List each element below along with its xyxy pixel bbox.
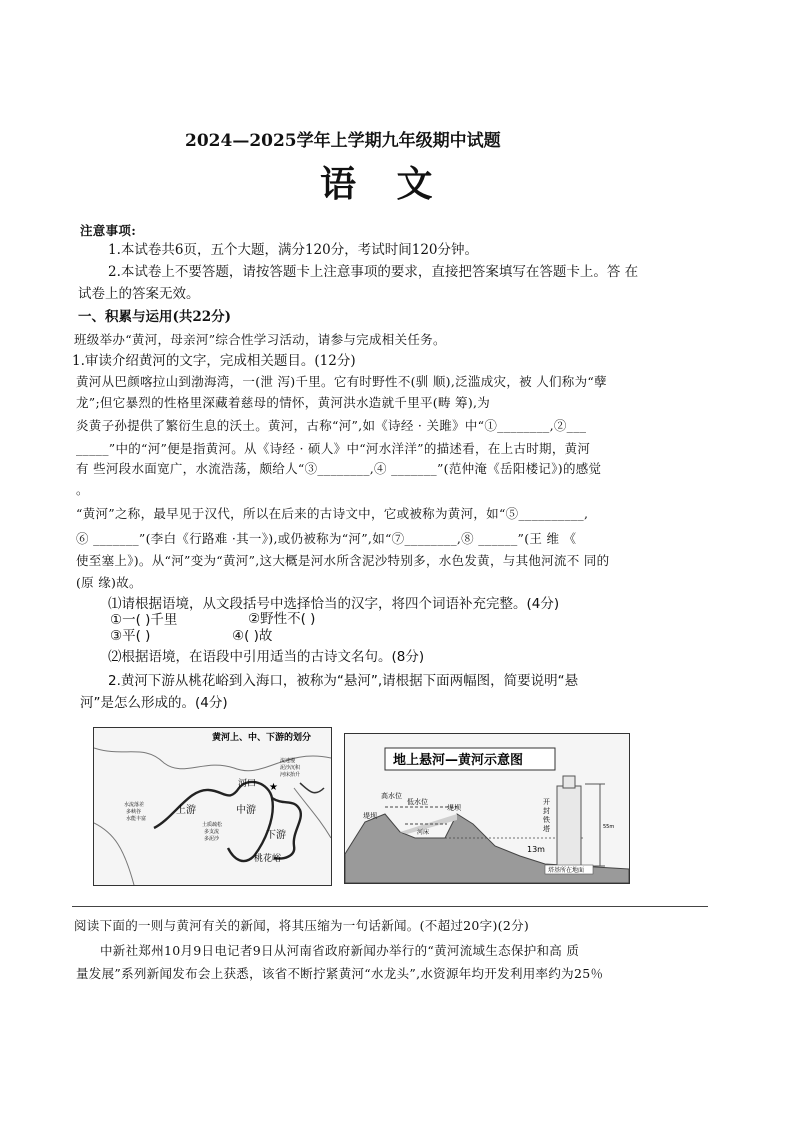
star-icon: ★ [269, 782, 278, 793]
fill-blank-3: ③平( ) [110, 628, 151, 644]
sub-question-1: ⑴请根据语境，从文段括号中选择恰当的汉字，将四个词语补充完整。(4分) [108, 596, 560, 612]
yellow-river-map-figure [93, 727, 332, 886]
map-note-lower: 流速慢 [280, 758, 296, 764]
label-dam-left: 堤坝 [363, 812, 377, 820]
map-label-taohuayu: 桃花峪 [254, 854, 282, 864]
fill-blank-2: ②野性不( ) [248, 611, 316, 627]
question-2-line2: 河”是怎么形成的。(4分) [80, 695, 228, 711]
label-high-water: 高水位 [381, 792, 402, 800]
tower-label: 塔 [543, 825, 550, 833]
notes-heading: 注意事项: [80, 223, 137, 238]
yellow-river-map-svg [94, 728, 331, 885]
label-13m: 13m [527, 845, 545, 854]
label-dam-right: 堤坝 [447, 804, 461, 812]
tower-label: 开 [543, 798, 550, 806]
map-label-upper: 上游 [176, 805, 196, 816]
passage-line: 使至塞上》)。从“河”变为“黄河”,这大概是河水所含泥沙特别多，水色发黄，与其他河流不 同的 [76, 553, 610, 568]
label-ground: 塔基所在地面 [548, 867, 585, 874]
passage-line: 黄河从巴颜喀拉山到渤海湾，一(泄 泻)千里。它有时野性不(驯 顺),泛滥成灾，被 人们称为“孽 [76, 374, 607, 389]
suspended-river-svg [345, 734, 629, 883]
map-label-middle: 中游 [236, 805, 256, 816]
map-note-middle: 多泥沙 [204, 836, 220, 842]
note-item-2: 2.本试卷上不要答题，请按答题卡上注意事项的要求，直接把答案填写在答题卡上。答 在 [108, 264, 639, 280]
passage-line: 龙”;但它暴烈的性格里深藏着慈母的情怀，黄河洪水造就千里平(畴 筹),为 [76, 395, 491, 410]
label-55m: 55m [603, 824, 615, 830]
label-riverbed: 河床 [417, 829, 430, 836]
map-note-middle: 土质疏松 [202, 822, 223, 828]
passage-line: 炎黄子孙提供了繁衍生息的沃土。黄河，古称“河”,如《诗经 · 关雎》中“①________,②___ [76, 418, 587, 433]
passage-line: ⑥ _______”(李白《行路难 ·其一》),或仍被称为“河”,如“⑦________,⑧ ______”(王 维 《 [76, 531, 577, 546]
map-label-hekou: 河口 [238, 779, 257, 789]
news-line-1: 中新社郑州10月9日电记者9日从河南省政府新闻办举行的“黄河流域生态保护和高 质 [100, 943, 580, 958]
tower-label: 封 [543, 807, 550, 815]
diagram-title: 地上悬河—黄河示意图 [393, 753, 524, 768]
map-note-lower: 河床抬升 [280, 772, 301, 778]
map-note-upper: 水能丰富 [126, 816, 147, 822]
passage-line: “黄河”之称，最早见于汉代，所以在后来的古诗文中，它或被称为黄河，如“⑤__________, [76, 506, 589, 521]
passage-line: 。 [76, 482, 89, 497]
fill-blank-4: ④( )故 [232, 628, 273, 644]
sub-question-2: ⑵根据语境，在语段中引用适当的古诗文名句。(8分) [108, 649, 425, 665]
passage-line: 有 些河段水面宽广，水流浩荡，颇给人“③________,④ _______”(范仲淹《岳阳楼记》)的感觉 [76, 461, 602, 476]
label-low-water: 低水位 [407, 798, 428, 806]
map-note-middle: 多支流 [204, 829, 220, 835]
section-heading: 一、积累与运用(共22分) [78, 309, 232, 325]
activity-intro: 班级举办“黄河，母亲河”综合性学习活动，请参与完成相关任务。 [74, 332, 446, 347]
subject-title: 语 文 [320, 163, 447, 205]
exam-title: 2024—2025学年上学期九年级期中试题 [185, 131, 501, 151]
map-title: 黄河上、中、下游的划分 [212, 733, 312, 743]
tower-label: 铁 [543, 816, 550, 824]
divider [72, 906, 708, 907]
question-2-line1: 2.黄河下游从桃花峪到入海口，被称为“悬河”,请根据下面两幅图，简要说明“悬 [108, 673, 579, 689]
passage-line: (原 缘)故。 [76, 575, 142, 590]
question-3-title: 阅读下面的一则与黄河有关的新闻，将其压缩为一句话新闻。(不超过20字)(2分) [74, 918, 530, 933]
suspended-river-diagram [344, 733, 630, 884]
note-item-1: 1.本试卷共6页，五个大题，满分120分，考试时间120分钟。 [108, 242, 479, 258]
news-line-2: 量发展”系列新闻发布会上获悉，该省不断拧紧黄河“水龙头”,水资源年均开发利用率约为25％ [76, 966, 604, 981]
passage-line: _____”中的“河”便是指黄河。从《诗经 · 硕人》中“河水洋洋”的描述看，在上古时期，黄河 [76, 441, 591, 456]
note-item-2-cont: 试卷上的答案无效。 [78, 286, 200, 302]
map-note-upper: 水流落差 [124, 802, 145, 808]
fill-blank-1: ①一( )千里 [110, 612, 178, 628]
map-note-upper: 多峡谷 [126, 809, 142, 815]
map-note-lower: 泥沙沉积 [280, 765, 301, 771]
map-label-lower: 下游 [266, 830, 286, 841]
question-1-title: 1.审读介绍黄河的文字，完成相关题目。(12分) [72, 353, 356, 369]
